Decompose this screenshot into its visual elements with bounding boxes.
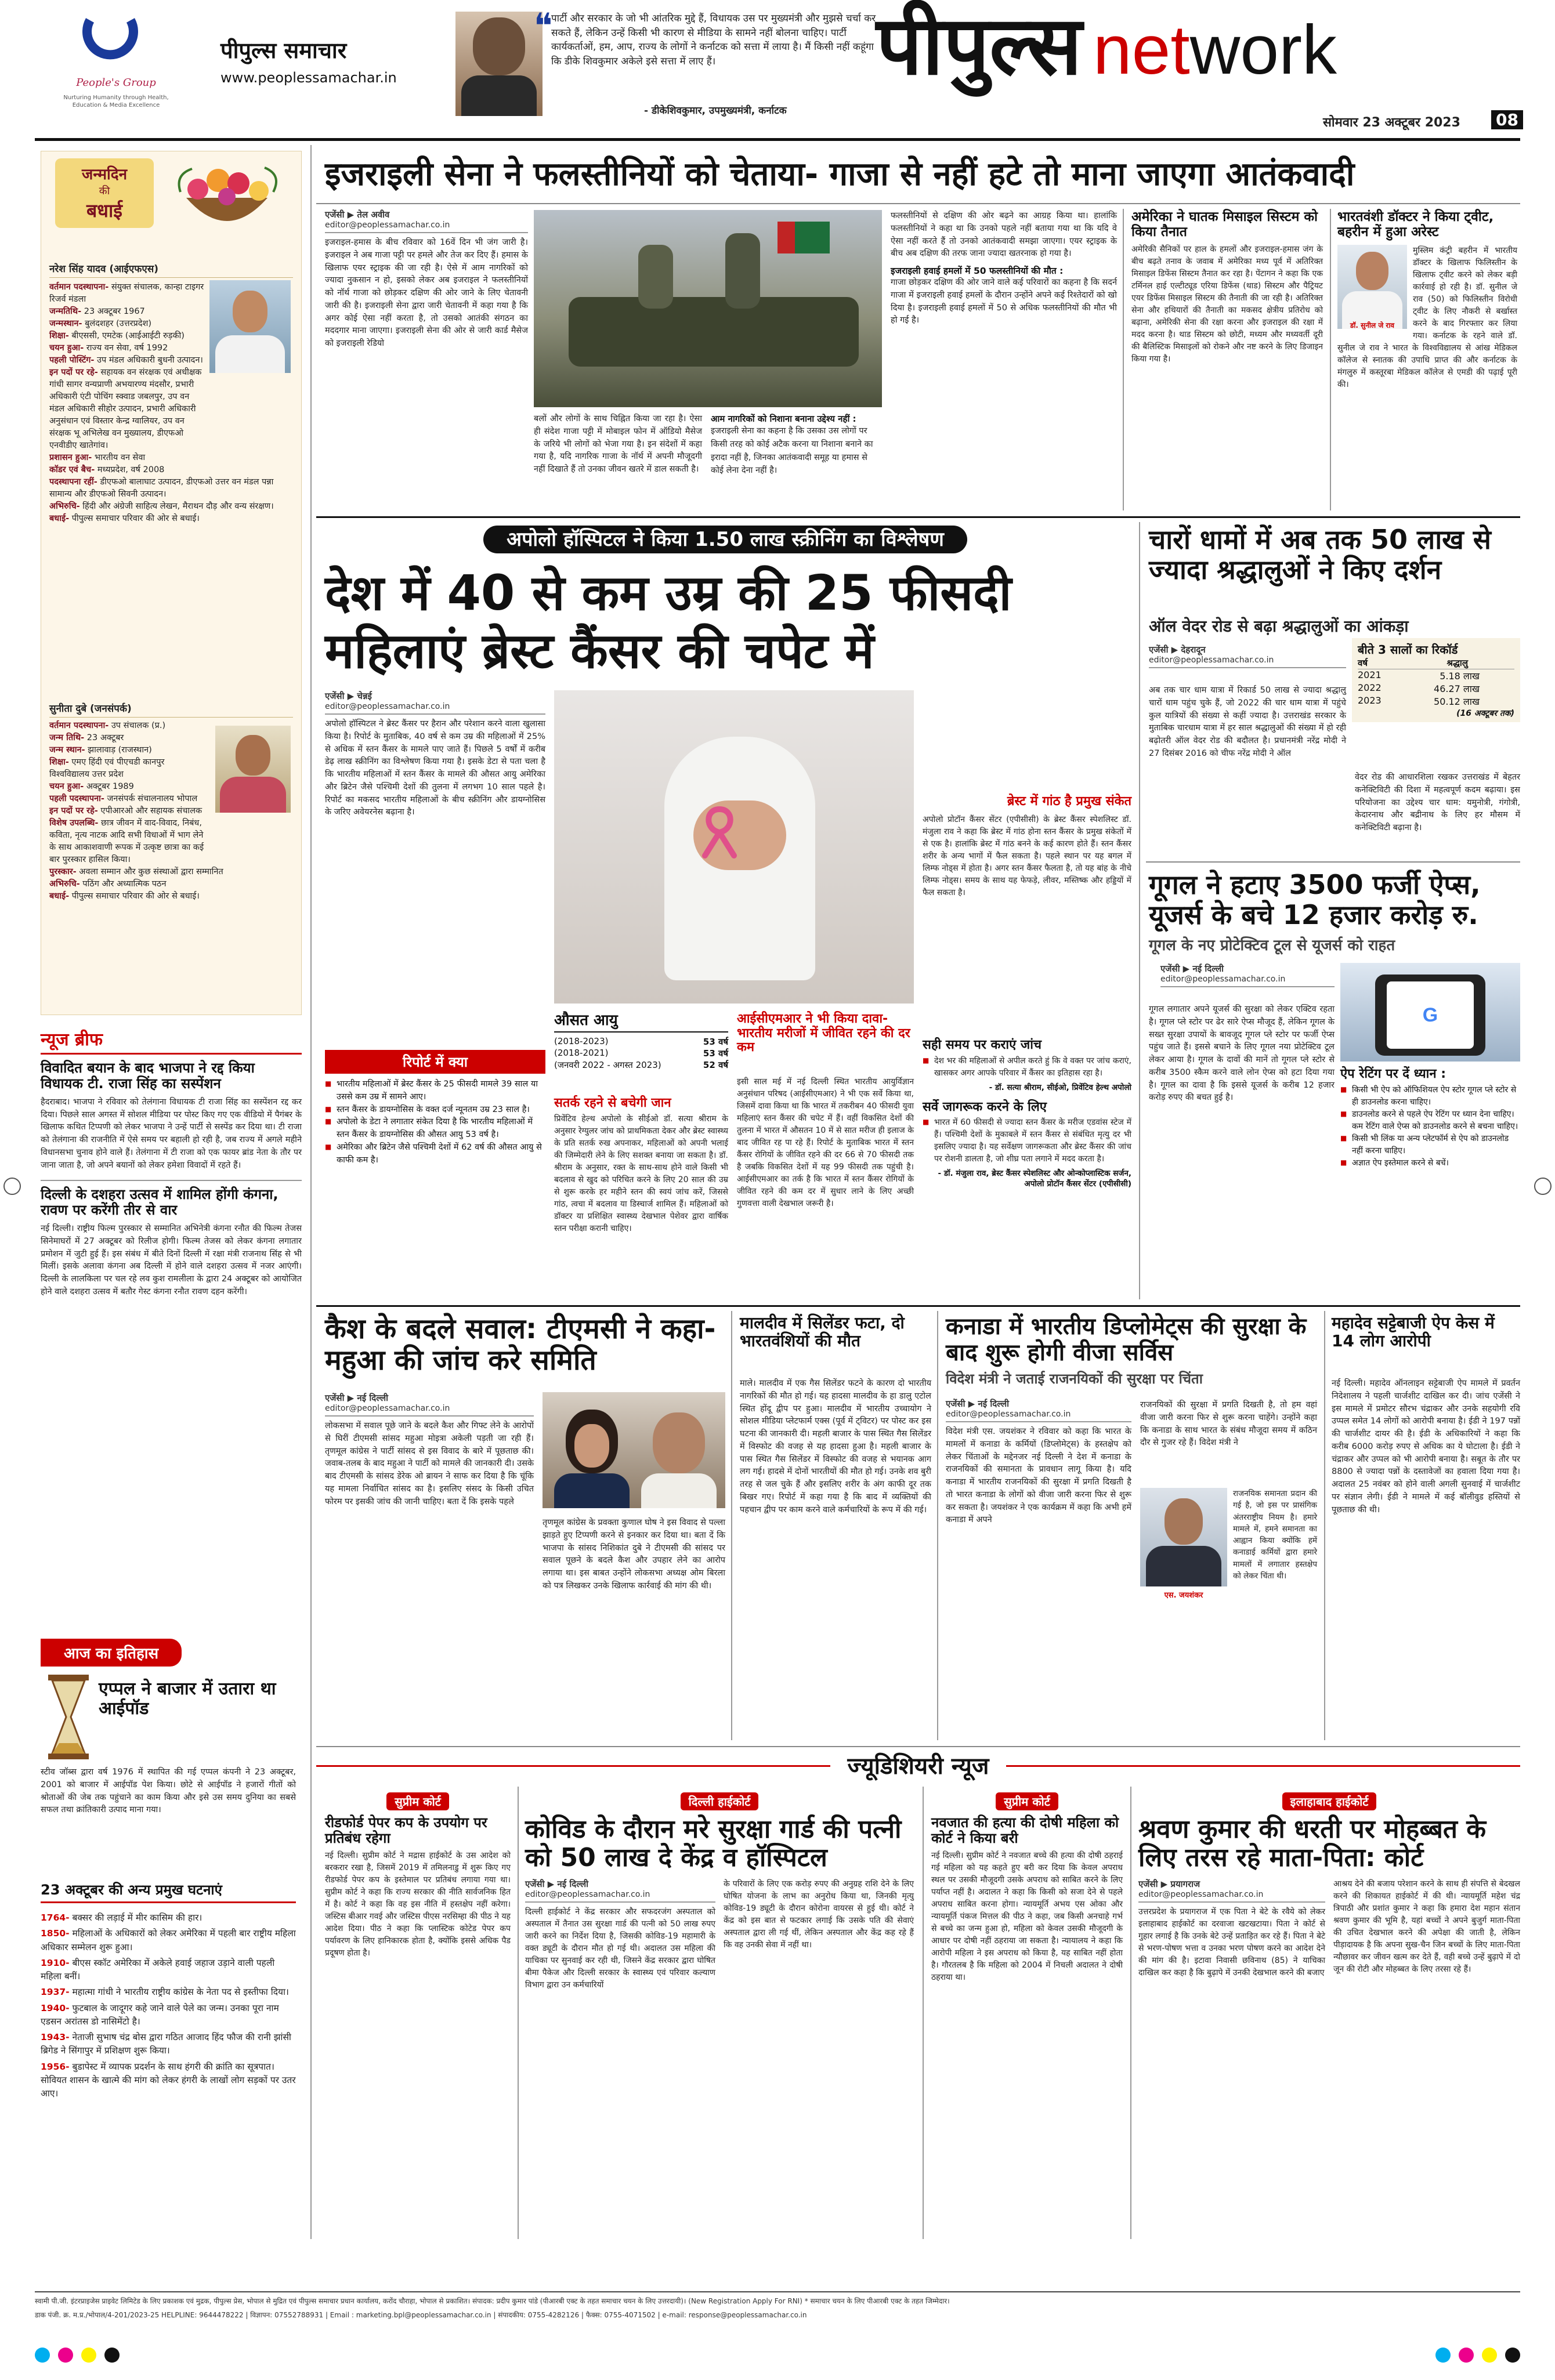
google-byline: एजेंसी ▶ नई दिल्ली: [1160, 963, 1224, 974]
birthday-person-1-name: नरेश सिंह यादव (आईएफएस): [49, 262, 293, 278]
alert-title: सतर्क रहने से बचेगी जान: [554, 1096, 671, 1110]
birthday-detail: अभिरुचि- पठिंग और अध्यात्मिक पठन: [49, 879, 167, 889]
masthead-rule: [35, 138, 1520, 141]
page-number: 08: [1491, 110, 1523, 129]
history-event: 1943- नेताजी सुभाष चंद्र बोस द्वारा गठित आजाद हिंद फौज की रानी झांसी ब्रिगेड ने सिंगापुर में प्रशिक्षण शुरू किया।: [41, 2032, 291, 2056]
registration-mark: [1534, 1178, 1552, 1195]
google-tips-list: [1340, 1084, 1520, 1169]
horseshoe-icon: [75, 12, 145, 75]
sc1-tag: सुप्रीम कोर्ट: [386, 1792, 449, 1810]
cancer-headline-2: महिलाएं ब्रेस्ट कैंसर की चपेट में: [325, 622, 874, 679]
website-link[interactable]: www.peoplessamachar.in: [220, 70, 397, 86]
google-phone-photo: G: [1340, 963, 1520, 1062]
chardham-rows: [1358, 669, 1514, 708]
pink-ribbon-icon: [699, 806, 740, 858]
news-brief-headline-2: दिल्ली के दशहरा उत्सव में शामिल होंगी कंगना, रावण पर करेंगी तीर से वार: [41, 1180, 302, 1218]
birthday-heading: [55, 158, 154, 228]
mahadev-headline: महादेव सट्टेबाजी ऐप केस में 14 लोग आरोपी: [1332, 1313, 1495, 1351]
birthday-box: [41, 151, 302, 1015]
chardham-col-count: श्रद्धालु: [1446, 658, 1468, 668]
sc1-headline: रीडफोर्ड पेपर कप के उपयोग पर प्रतिबंध रहेगा: [325, 1814, 487, 1846]
canada-sub: विदेश मंत्री ने जताई राजनयिकों की सुरक्षा पर चिंता: [946, 1371, 1203, 1387]
birthday-detail: वर्तमान पदस्थापना- उप संचालक (प्र.): [49, 721, 166, 730]
avg-age-value: 52 वर्ष: [703, 1060, 728, 1071]
birthday-detail-label: वर्तमान पदस्थापना-: [49, 721, 109, 730]
birthday-title-2: की: [99, 185, 110, 197]
birthday-detail-label: चयन हुआ-: [49, 782, 84, 792]
chardham-year: 2022: [1358, 682, 1382, 693]
mahua-headline: कैश के बदले सवाल: टीएमसी ने कहा- महुआ की जांच करे समिति: [325, 1313, 716, 1376]
aware-attribution: - डॉ. मंजुला राव, ब्रेस्ट कैंसर स्पेशलिस्ट और ओन्कोप्लास्टिक सर्जन, अपोलो प्रोटॉन कैंसर सेंटर (एपीसीसी): [938, 1169, 1131, 1189]
birthday-person-2-name: सुनीता दुबे (जनसंपर्क): [49, 701, 293, 718]
history-event: 1910- बीएस स्कॉट अमेरिका में अकेले हवाई जहाज उड़ाने वाली पहली महिला बनीं।: [41, 1957, 275, 1981]
canada-byline-block: [946, 1398, 1131, 1527]
doctor-story: [1337, 210, 1517, 391]
birthday-detail: शिक्षा- बीएससी, एमटेक (आईआईटी रुड़की): [49, 331, 185, 341]
birthday-detail-label: जन्मतिथि-: [49, 307, 82, 317]
canada-col-1: विदेश मंत्री एस. जयशंकर ने रविवार को कहा कि भारत के मामलों में कनाडा के कर्मियों (डिप्लोमेट्स) के हस्तक्षेप को लेकर चिंताओं के मद्देनजर नई दिल्ली ने देश में कनाडा के राजनयिकों की समानता के प्रावधान लागू किया है। यदि कनाडा में भारतीय राजनयिकों की सुरक्षा में प्रगति दिखती है तो भारत कनाडा के लोगों को वीजा जारी करना फिर से शुरू कर सकता है। जयशंकर ने एक कार्यक्रम में कहा कि अभी हमें कनाडा में अपने: [946, 1427, 1131, 1525]
doctor-headline: भारतवंशी डॉक्टर ने किया ट्वीट, बहरीन में हुआ अरेस्ट: [1337, 209, 1494, 240]
column-rule: [310, 145, 312, 2239]
birthday-detail-label: जन्म तिथि-: [49, 733, 85, 743]
chardham-count: 46.27 लाख: [1434, 683, 1480, 694]
aware-title: सर्वे जागरूक करने के लिए: [923, 1099, 1047, 1114]
history-event: 1937- महात्मा गांधी ने भारतीय राष्ट्रीय कांग्रेस के नेता पद से इस्तीफा दिया।: [41, 1987, 289, 1998]
test-box: [923, 1038, 1131, 1189]
birthday-detail: पहली पोस्टिंग- उप मंडल अधिकारी बुधनी उत्पादन।: [49, 356, 203, 365]
birthday-detail: पदस्थापना रहीं- डीएफओ बालाघाट उत्पादन, डीएफओ उत्तर वन मंडल पन्ना सामान्य और डीएफओ सिवनी उत्पादन।: [49, 477, 274, 499]
column-rule: [1324, 1311, 1325, 1740]
hc1-col-1: दिल्ली हाईकोर्ट ने केंद्र सरकार और सफदरजंग अस्पताल को अस्पताल में तैनात उस सुरक्षा गार्ड की पत्नी को 50 लाख रुपए जारी करने का निर्देश दिया है, जिसकी कोविड-19 महामारी के वक्त ड्यूटी के दौरान मौत हो गई थी। अदालत उस महिला की याचिका पर सुनवाई कर रही थी, जिसने केंद्र सरकार द्वारा घोषित बीमा पैकेज और दिल्ली सरकार के स्वास्थ्य एवं परिवार कल्याण विभाग द्वारा उन कर्मचारियों: [525, 1907, 715, 1990]
pink-ribbon-photo: [554, 690, 914, 1004]
footer-contacts: डाक पंजी. क्र. म.प्र./भोपाल/4-201/2023-25 HELPLINE: 9644478222 | विज्ञापन: 07552788931 | Email : marketing.bpl@peoplessamachar.co.in | संपादकीय: 0755-4282126 | फैक्स: 0755-4071502 | e-mail: response@peoplessamachar.co.in: [35, 2311, 807, 2319]
hourglass-icon: [45, 1673, 92, 1760]
column-rule: [518, 1787, 519, 2239]
israel-byline-block: [325, 209, 528, 350]
history-event: 1764- बक्सर की लड़ाई में मीर कासिम की हार।: [41, 1912, 202, 1923]
birthday-detail-label: शिक्षा-: [49, 758, 69, 767]
birthday-title-3: बधाई: [86, 200, 122, 222]
birthday-detail-label: अभिरुचि-: [49, 879, 80, 889]
brand-net: net: [1093, 11, 1190, 89]
missile-headline: अमेरिका ने घातक मिसाइल सिस्टम को किया तैनात: [1131, 209, 1318, 240]
report-list: [325, 1078, 545, 1167]
history-event: 1940- फुटबाल के जादूगर कहे जाने वाले पेले का जन्म। उनका पूरा नाम एडसन अरांतस डो नासिमेंटो है।: [41, 2002, 279, 2027]
footer-rule: [35, 2291, 1520, 2292]
group-name: People's Group: [76, 77, 156, 89]
rule: [316, 203, 1520, 204]
hc2-tag: इलाहाबाद हाईकोर्ट: [1282, 1792, 1377, 1810]
birthday-person-2-details: [49, 720, 293, 903]
israel-col-3: [711, 413, 882, 477]
chardham-col-year: वर्ष: [1358, 658, 1368, 668]
lump-title: ब्रेस्ट में गांठ है प्रमुख संकेत: [1007, 794, 1131, 809]
birthday-detail-label: इन पदों पर रहे-: [49, 368, 98, 378]
icmr-box: [737, 1012, 914, 1055]
test-title: सही समय पर कराएं जांच: [923, 1038, 1042, 1052]
column-rule: [923, 1787, 924, 2239]
google-sub: गूगल के नए प्रोटेक्टिव टूल से यूजर्स को राहत: [1149, 937, 1395, 954]
alert-body: प्रिवेंटिव हेल्थ अपोलो के सीईओ डॉ. सत्या श्रीराम के अनुसार रेग्युलर जांच को प्राथमिकता देकर और ब्रेस्ट स्वास्थ्य के प्रति सतर्क रुख अपनाकर, महिलाओं को अपनी भलाई की जिम्मेदारी लेने के लिए सशक्त बनाया जा सकता है। डॉ. श्रीराम के अनुसार, रक्त के साथ-साथ होने वाले किसी भी बदलाव से खुद को परिचित करने के लिए 20 साल की उम्र से शुरू करके हर महीने स्तन की स्वयं जांच करें, जिससे गांठ, त्वचा में बदलाव या डिस्चार्ज शामिल हैं। महिलाओं को डॉक्टर या प्रशिक्षित स्वास्थ्य देखभाल पेशेवर द्वारा वार्षिक स्तन परीक्षा करानी चाहिए।: [554, 1114, 728, 1233]
jaishankar-caption: एस. जयशंकर: [1164, 1591, 1203, 1600]
israel-col-3-body: इजराइली सेना का कहना है कि उसका उस लोगों पर किसी तरह को कोई अटैक करना या निशाना बनाने का इरादा नहीं है, जिनका आतंकवादी समूह या हमास से कोई लेना देना नहीं है।: [711, 426, 873, 476]
rule: [316, 1746, 1520, 1747]
history-headline: एप्पल ने बाजार में उतारा था आईपॉड: [99, 1679, 276, 1719]
chardham-email: editor@peoplessamachar.co.in: [1149, 655, 1346, 668]
cancer-headline-1: देश में 40 से कम उम्र की 25 फीसदी: [325, 564, 1012, 621]
news-brief: [41, 1027, 302, 1299]
judiciary-banner: [316, 1749, 1520, 1784]
israel-email: editor@peoplessamachar.co.in: [325, 220, 528, 233]
report-item: ■ अपोलो के डेटा ने लगातार संकेत दिया है कि भारतीय महिलाओं में स्तन कैंसर के डायग्नोसिस की औसत आयु 53 वर्ष है।: [325, 1116, 545, 1142]
cancer-kicker-text: अपोलो हॉस्पिटल ने किया 1.50 लाख स्क्रीनिंग का विश्लेषण: [483, 526, 967, 553]
news-brief-headline-1: विवादित बयान के बाद भाजपा ने रद्द किया विधायक टी. राजा सिंह का सस्पेंशन: [41, 1060, 255, 1092]
chardham-row: [1358, 669, 1514, 682]
chardham-table: [1352, 638, 1520, 722]
chardham-year: 2023: [1358, 695, 1382, 706]
google-tips: [1340, 1067, 1520, 1169]
birthday-detail: इन पदों पर रहे- एपीआरओ और सहायक संचालक: [49, 806, 202, 816]
avg-age-period: (जनवरी 2022 - अगस्त 2023): [554, 1060, 661, 1071]
maldives-headline: मालदीव में सिलेंडर फटा, दो भारतवंशियों की मौत: [740, 1313, 905, 1351]
brand-hindi: पीपुल्स: [876, 0, 1082, 93]
report-item: ■ भारतीय महिलाओं में ब्रेस्ट कैंसर के 25 फीसदी मामले 39 साल या उससे कम उम्र में सामने आए।: [325, 1078, 545, 1104]
history-body: स्टीव जॉब्स द्वारा वर्ष 1976 में स्थापित की गई एप्पल कंपनी ने 23 अक्टूबर, 2001 को बाजार में आईपॉड पेश किया। छोटे से आईपॉड ने हजारों गीतों को श्रोताओं की जेब तक पहुंचाने का काम किया और इसे उस समय दुनिया का सबसे सफल तथा क्रांतिकारी उत्पाद माना गया।: [41, 1767, 296, 1815]
hc1-byline: एजेंसी ▶ नई दिल्ली: [525, 1878, 589, 1889]
rule: [1146, 861, 1520, 863]
israel-byline: एजेंसी ▶ तेल अवीव: [325, 209, 390, 220]
israel-subhead-2: इजराइली हवाई हमलों में 50 फलस्तीनियों की मौत :: [891, 266, 1064, 276]
hc2-story: [1138, 1792, 1520, 1979]
birthday-detail-label: वर्तमान पदस्थापना-: [49, 282, 109, 292]
column-rule: [1330, 209, 1331, 510]
israel-headline: इजराइली सेना ने फलस्तीनियों को चेताया- गाजा से नहीं हटे तो माना जाएगा आतंकवादी: [325, 155, 1355, 193]
hc2-email: editor@peoplessamachar.co.in: [1138, 1890, 1325, 1903]
hc2-headline: श्रवण कुमार की धरती पर मोहब्बत के लिए तरस रहे माता-पिता: कोर्ट: [1138, 1814, 1487, 1873]
history-box: [41, 1639, 302, 2239]
google-tip: ■ अज्ञात ऐप इस्तेमाल करने से बचें।: [1340, 1157, 1520, 1169]
birthday-detail-label: जन्म स्थान-: [49, 745, 85, 755]
news-brief-body-2: नई दिल्ली। राष्ट्रीय फिल्म पुरस्कार से सम्मानित अभिनेत्री कंगना रनौत की फिल्म तेजस सिनेमाघरों में 27 अक्टूबर को रिलीज होगी। फिल्म तेजस को लेकर कंगना लगातार प्रमोशन में जुटी हुई हैं। इस संबंध में बीते दिनों दिल्ली में रक्षा मंत्री राजनाथ सिंह से भी मिलीं। इसके अलावा कंगना अब दिल्ली में होने वाले दशहरा उत्सव में नजर आएंगी। दिल्ली के लालकिला पर चल रहे लव कुश रामलीला के द्वारा 24 अक्टूबर को आयोजित होने वाले दशहरा उत्सव में बतौर गेस्ट कंगना रनौत रावण दहन करेंगी।: [41, 1224, 302, 1296]
canada-byline: एजेंसी ▶ नई दिल्ली: [946, 1399, 1010, 1409]
column-rule: [937, 1311, 938, 1740]
column-rule: [1139, 522, 1140, 1299]
history-event: 1956- बुडापेस्ट में व्यापक प्रदर्शन के साथ हंगरी की क्रांति का सूत्रपात। सोवियत शासन के खात्मे की मांग को लेकर हंगरी के लाखों लोग सड़कों पर उतर आए।: [41, 2061, 296, 2099]
birthday-detail: जन्म स्थान- झालावाड़ (राजस्थान): [49, 745, 152, 755]
birthday-detail: विशेष उपलब्धि- छात्र जीवन में वाद-विवाद, निबंध, कविता, नृत्य नाटक आदि सभी विधाओं में भाग लेने के साथ आकाशवाणी रूपक में उत्कृष्ट छात्रा का कई बार पुरस्कार हासिल किया।: [49, 818, 204, 865]
israel-col-4-body: फलस्तीनियों से दक्षिण की ओर बढ़ने का आग्रह किया था। हालांकि फलस्तीनियों ने कहा था कि उनको पहले नहीं बताया गया था कि यदि वे ऐसा नहीं करते हैं तो उनको आतंकवादी समझा जाएगा। एयर स्ट्राइक के बीच अब दक्षिण की तरफ जाना ज्यादा खतरनाक हो गया है।: [891, 211, 1117, 259]
chardham-headline: चारों धामों में अब तक 50 लाख से ज्यादा श्रद्धालुओं ने किए दर्शन: [1149, 524, 1491, 585]
flower-basket-icon: [163, 157, 291, 233]
birthday-title-1: जन्मदिन: [81, 166, 128, 183]
cancer-lead: अपोलो हॉस्पिटल ने ब्रेस्ट कैंसर पर हैरान और परेशान करने वाला खुलासा किया है। रिपोर्ट के मुताबिक, 40 वर्ष से कम उम्र की महिलाओं में 25% से अधिक में स्तन कैंसर के मामले पाए जाते हैं। पिछले 5 वर्षों में करीब डेढ़ लाख स्क्रीनिंग का विश्लेषण किया गया है। इसके डेटा से पता चला है कि भारतीय महिलाओं में स्तन कैंसर के मामले की औसत आयु अमेरिका और ब्रिटेन जैसे पश्चिमी देशों की तुलना में लगभग 10 साल पहले है। रिपोर्ट का मकसद भारतीय महिलाओं के बीच स्क्रीनिंग और डायग्नोसिस के जरिए अवेयरनेस बढ़ाना है।: [325, 719, 545, 817]
canada-col-3: राजनयिक समानता प्रदान की गई है, जो इस पर प्रासंगिक अंतरराष्ट्रीय नियम है। हमारे मामले में, हमने समानता का आह्वान किया क्योंकि हमें कनाडाई कर्मियों द्वारा हमारे मामलों में लगातार हस्तक्षेप को लेकर चिंता थी।: [1233, 1489, 1317, 1581]
canada-col-2: राजनयिकों की सुरक्षा में प्रगति दिखती है, तो हम वहां वीजा जारी करना फिर से शुरू करना चाहेंगे। उन्होंने कहा कि कनाडा के साथ भारत के संबंध मौजूदा समय में कठिन दौर से गुजर रहे हैं। विदेश मंत्री ने: [1140, 1400, 1317, 1448]
avg-age-row: [554, 1036, 728, 1048]
birthday-detail: अभिरुचि- हिंदी और अंग्रेजी साहित्य लेखन, मैराथन दौड़ और वन्य संरक्षण।: [49, 502, 274, 512]
jaishankar-photo: [1140, 1488, 1227, 1586]
avg-age-value: 53 वर्ष: [703, 1048, 728, 1059]
birthday-detail-label: पहली पोस्टिंग-: [49, 356, 95, 365]
israel-soldiers-photo: [534, 210, 882, 407]
birthday-detail: जन्म तिथि- 23 अक्टूबर: [49, 733, 124, 743]
history-year: 1940-: [41, 2002, 70, 2013]
chardham-body-2: वेदर रोड की आधारशिला रखकर उत्तराखंड में बेहतर कनेक्टिविटी की दिशा में महत्वपूर्ण कदम बढ़ाया। इस परियोजना का उद्देश्य चार धाम: यमुनोत्री, गंगोत्री, केदारनाथ और बद्रीनाथ के लिए हर मौसम में कनेक्टिविटी बढ़ाना है।: [1355, 773, 1520, 832]
sc1-body: नई दिल्ली। सुप्रीम कोर्ट ने मद्रास हाईकोर्ट के उस आदेश को बरकरार रखा है, जिसमें 2019 में तमिलनाडु में शुरू किए गए रीडफोर्ड पेपर कप के इस्तेमाल पर प्रतिबंध लगाया गया था। सुप्रीम कोर्ट ने कहा कि राज्य सरकार की नीति सार्वजनिक हित में है। कोर्ट ने कहा कि वह इस नीति में हस्तक्षेप नहीं करेगा। जस्टिस बीआर गवई और जस्टिस पीएस नरसिम्हा की पीठ ने यह आदेश दिया। पीठ ने कहा कि प्लास्टिक कोटेड पेपर कप पर्यावरण के लिए हानिकारक होता है, क्योंकि इससे अधिक पैड प्रदूषण होता है।: [325, 1850, 511, 1958]
hc2-col-1: उत्तरप्रदेश के प्रयागराज में एक पिता ने बेटे के रवैये को लेकर इलाहाबाद हाईकोर्ट का दरवाजा खटखटाया। पिता ने कोर्ट से गुहार लगाई है कि उनके बेटे उन्हें प्रताड़ित कर रहे हैं। पिता ने बेटे से भरण-पोषण भत्ता व उनका भरण पोषण करने का आदेश देने की मांग की है। इटावा निवासी छविनाथ (85) ने याचिका दाखिल कर कहा है कि बुढ़ापे में उनकी देखभाल करने की बजाए: [1138, 1907, 1325, 1977]
google-tip: ■ किसी भी ऐप को ऑफिशियल ऐप स्टोर गूगल प्ले स्टोर से ही डाउनलोड करना चाहिए।: [1340, 1084, 1520, 1109]
birthday-detail-label: पुरस्कार-: [49, 867, 77, 877]
hc2-byline: एजेंसी ▶ प्रयागराज: [1138, 1878, 1200, 1889]
sc2-headline: नवजात की हत्या की दोषी महिला को कोर्ट ने किया बरी: [931, 1814, 1119, 1846]
chardham-row: [1358, 682, 1514, 695]
birthday-detail-label: चयन हुआ-: [49, 343, 84, 353]
sc2-tag: सुप्रीम कोर्ट: [996, 1792, 1058, 1810]
avg-age-period: (2018-2023): [554, 1036, 609, 1047]
history-year: 1943-: [41, 2032, 70, 2042]
missile-story: [1131, 210, 1323, 365]
judiciary-banner-text: ज्यूडिशियरी न्यूज: [830, 1753, 1007, 1780]
canada-email: editor@peoplessamachar.co.in: [946, 1410, 1131, 1422]
group-tagline: Nurturing Humanity through Health, Education & Media Excellence: [63, 95, 169, 108]
quote-text: पार्टी और सरकार के जो भी आंतरिक मुद्दे हैं, विधायक उस पर मुख्यमंत्री और मुझसे चर्चा कर सकते हैं, लेकिन उन्हें किसी भी कारण से मीडिया के सामने नहीं बोलना चाहिए। पार्टी कार्यकर्ताओं, हम, आप, राज्य के लोगों ने कर्नाटक को सत्ता में लाया है। मैं किसी नहीं कहूंगा कि डीके शिवकुमार अकेले इसे सत्ता में लाए हैं।: [551, 13, 876, 67]
news-brief-title: न्यूज ब्रीफ: [41, 1027, 302, 1055]
chardham-row: [1358, 695, 1514, 708]
issue-date: सोमवार 23 अक्टूबर 2023: [1323, 115, 1460, 130]
hc1-story: [525, 1792, 914, 1991]
cancer-kicker: [325, 525, 1126, 552]
test-attribution: - डॉ. सत्या श्रीराम, सीईओ, प्रिवेंटिव हेल्थ अपोलो: [989, 1082, 1131, 1092]
birthday-detail: पुरस्कार- अवला सम्मान और कुछ संस्थाओं द्वारा सम्मानित: [49, 867, 223, 877]
lump-body: अपोलो प्रोटॉन कैंसर सेंटर (एपीसीसी) के ब्रेस्ट कैंसर स्पेशलिस्ट डॉ. मंजुला राव ने कहा कि ब्रेस्ट में गांठ होना स्तन कैंसर के प्रमुख संकेतों में से एक है। हालांकि ब्रेस्ट में गांठ बनने के कई कारण होते हैं। स्तन कैंसर शरीर के अन्य भागों में फैल सकता है। पहले स्थान पर यह बगल में लिम्फ नोड्स में होता है। अगर स्तन कैंसर फैलता है, तो यह बांह के नीचे लिम्फ नोड्स। समय के साथ यह फेफड़े, लीवर, मस्तिष्क और हड्डियों में फैल सकता है।: [923, 814, 1131, 897]
birthday-detail-label: इन पदों पर रहे-: [49, 806, 98, 816]
sc2-story: [931, 1792, 1123, 1984]
brand-title: [876, 0, 1520, 104]
hc1-tag: दिल्ली हाईकोर्ट: [681, 1792, 759, 1810]
avg-age-row: [554, 1059, 728, 1071]
history-list-title: 23 अक्टूबर की अन्य प्रमुख घटनाएं: [41, 1882, 296, 1903]
israel-col-5-body: गाजा छोड़कर दक्षिण की ओर जाने वाले कई परिवारों का कहना है कि सदर्न गाजा में इजराइली हवाई हमलों के दौरान उन्होंने अपने कई रिश्तेदारों को खो दिया है। इजराइली हवाई हमलों में 50 से अधिक फलस्तीनियों की मौत भी हो गई है।: [891, 278, 1117, 325]
avg-age-period: (2018-2021): [554, 1048, 609, 1059]
chardham-year: 2021: [1358, 669, 1382, 680]
quote-mark-icon: ❝: [534, 6, 553, 46]
google-headline: गूगल ने हटाए 3500 फर्जी ऐप्स, यूजर्स के बचे 12 हजार करोड़ रु.: [1149, 869, 1481, 930]
birthday-detail-label: बधाई-: [49, 514, 70, 524]
history-year: 1764-: [41, 1912, 70, 1923]
brand-work: work: [1189, 11, 1337, 89]
sc1-story: [325, 1792, 511, 1959]
report-title: रिपोर्ट में क्या: [325, 1050, 545, 1074]
news-brief-body-1: हैदराबाद। भाजपा ने रविवार को तेलंगाना विधायक टी राजा सिंह का सस्पेंशन रद्द कर दिया। पिछले साल अगस्त में सोशल मीडिया पर पोस्ट किए गए एक वीडियो में पैगंबर के खिलाफ कथित टिप्पणी को लेकर भाजपा ने उन्हें पार्टी से सस्पेंड कर दिया था। टी राजा को तेलंगाना की राजनीति में ऐसे समय पर बहाली हो रही है, जब राज्य में अगले महीने विधानसभा चुनाव होने वाले हैं। तेलंगाना में टी राजा को एक फायर ब्रांड नेता के तौर पर जाना जाता है, जो अपने बयानों को लेकर हमेशा विवादों में रहते हैं।: [41, 1097, 302, 1170]
history-year: 1937-: [41, 1987, 70, 1998]
birthday-detail: शिक्षा- एमए हिंदी एवं पीएचडी कानपुर विश्वविद्यालय उत्तर प्रदेश: [49, 758, 165, 780]
birthday-detail: बधाई- पीपुल्स समाचार परिवार की ओर से बधाई।: [49, 514, 200, 524]
hc1-col-2: के परिवारों के लिए एक करोड़ रुपए की अनुग्रह राशि देने के लिए घोषित योजना के लाभ का अनुरोध किया था, जिनकी मृत्यु कोविड-19 ड्यूटी के दौरान कोरोना वायरस से हुई थी। कोर्ट ने केंद्र को इस बात से फटकार लगाई कि उसके पति की सेवाएं अस्पताल द्वारा ली गई थीं, लेकिन अस्पताल और केंद्र कह रहे हैं कि वह उनकी सेवा में नहीं था।: [724, 1879, 914, 1950]
doctor-photo: [1337, 245, 1407, 329]
birthday-detail: बधाई- पीपुल्स समाचार परिवार की ओर से बधाई।: [49, 892, 200, 901]
history-title: आज का इतिहास: [41, 1639, 182, 1667]
chardham-count: 50.12 लाख: [1434, 696, 1480, 707]
footer-imprint: स्वामी पी.जी. इंटरप्राइजेस प्राइवेट लिमिटेड के लिए प्रकाशक एवं मुद्रक, पीपुल्स प्रेस, भोपाल से मुद्रित एवं पीपुल्स समाचार प्रधान कार्यालय, करोंद चौराहा, भोपाल से प्रकाशित। संपादक: प्रदीप कुमार पांडे (पीआरबी एक्ट के तहत समाचार चयन के लिए उत्तरदायी)। (New Registration Apply For RNI) * समाचार चयन के लिए पीआरबी एक्ट के तहत जिम्मेदार।: [35, 2297, 950, 2305]
chardham-table-title: बीते 3 सालों का रिकॉर्ड: [1358, 643, 1458, 657]
column-rule: [731, 1311, 732, 1740]
birthday-detail: जन्मतिथि- 23 अक्टूबर 1967: [49, 307, 145, 317]
birthday-detail-label: बधाई-: [49, 892, 70, 901]
chardham-count: 5.18 लाख: [1440, 671, 1480, 682]
rule: [316, 1305, 1520, 1307]
birthday-detail: इन पदों पर रहे- सहायक वन संरक्षक एवं अधीक्षक गांधी सागर वन्यप्राणी अभयारण्य मंदसौर, प्रभारी अधिकारी एंटी पोचिंग स्क्वाड जबलपुर, उप वन मंडल अधिकारी सीहोर उत्पादन, प्रभारी अधिकारी अनुसंधान एवं विस्तार केन्द्र ग्वालियर, उप वन संरक्षक भू अभिलेख वन मुख्यालय, डीएफओ एनवीडीए खातेगांव।: [49, 368, 202, 451]
icmr-body: इसी साल मई में नई दिल्ली स्थित भारतीय आयुर्विज्ञान अनुसंधान परिषद (आईसीएमआर) ने भी एक सर्वे किया था, जिसमें दावा किया था कि भारत में तकरीबन 40 फीसदी युवा महिलाएं स्तन कैंसर की चपेट में हैं। वहीं विकसित देशों की तुलना में भारत में औसतन 10 में से सात मरीज ही इलाज के बाद जीवित रह पा रहे हैं। रिपोर्ट के मुताबिक भारत में स्तन कैंसर रोगियों के जीवित रहने की दर 66 से 70 फीसदी तक है जबकि विकसित देशों में यह 99 फीसदी तक पहुंची है। आईसीएमआर का तर्क है कि भारत में स्तन कैंसर रोगियों के जीवित रहने की कम दर में सुधार लाने के लिए अच्छी गुणवत्ता वाली देखभाल जरूरी है।: [737, 1077, 914, 1208]
birthday-detail-label: प्रशासन हुआ-: [49, 453, 92, 463]
aware-body: ■ भारत में 60 फीसदी से ज्यादा स्तन कैंसर के मरीज एडवांस स्टेज में हैं। पश्चिमी देशों के मुकाबले में स्तन कैंसर से संबंधित मृत्यु दर भी इसलिए ज्यादा है। यह सर्वेक्षण जागरूकता और ब्रेस्ट कैंसर की जांच पर रोशनी डालता है, जो शीघ्र पता लगाने में मदद करता है।: [923, 1117, 1131, 1165]
birthday-detail: प्रशासन हुआ- भारतीय वन सेवा: [49, 453, 146, 463]
cancer-byline: एजेंसी ▶ चेन्नई: [325, 691, 372, 701]
lump-box: [923, 795, 1131, 899]
birthday-detail-label: पदस्थापना रहीं-: [49, 477, 97, 487]
avg-age-value: 53 वर्ष: [703, 1037, 728, 1048]
masthead: [35, 0, 1520, 145]
birthday-detail-label: विशेष उपलब्धि-: [49, 818, 99, 828]
google-tip: ■ डाउनलोड करने से पहले ऐप रेटिंग पर ध्यान देना चाहिए। कम रेटिंग वाले ऐप्स को डाउनलोड करने से बचना चाहिए।: [1340, 1109, 1520, 1133]
israel-col-4: [891, 210, 1117, 327]
color-registration-strip: [35, 2343, 1520, 2367]
google-body: गूगल लगातार अपने यूजर्स की सुरक्षा को लेकर एक्टिव रहता है। गूगल प्ले स्टोर पर ढेर सारे ऐप्स मौजूद हैं, लेकिन गूगल के सख्त सुरक्षा उपायों के बावजूद गूगल प्ले स्टोर पर फर्जी ऐप्स पहुंच जाते हैं। इससे बचाने के लिए गूगल नया प्रोटेक्टिव टूल लेकर आया है। गूगल के दावों की मानें तो गूगल प्ले स्टोर से करीब 3500 स्कैम करने वाले लोन ऐप्स को हटा दिया गया है। गूगल का दावा है कि इससे यूजर्स के करीब 12 हजार करोड़ रुपए की बचत हुई है।: [1149, 1005, 1335, 1103]
avg-age-box: [554, 1012, 728, 1071]
mahua-byline-block: [325, 1392, 534, 1508]
sc2-body: नई दिल्ली। सुप्रीम कोर्ट ने नवजात बच्चे की हत्या की दोषी ठहराई गई महिला को यह कहते हुए बरी कर दिया कि केवल अपराध स्थल पर उसकी मौजूदगी उसके अपराध को साबित करने के लिए पर्याप्त नहीं है। अदालत ने कहा कि किसी को सजा देने से पहले अपराध साबित करना होगा। न्यायमूर्ति अभय एस ओका और न्यायमूर्ति पंकज मित्तल की पीठ ने कहा, जब किसी अनचाहे गर्भ से बच्चे का जन्म हुआ हो, महिला को केवल उसकी मौजूदगी के आधार पर दोषी नहीं ठहराया जा सकता है। न्यायालय ने कहा कि आरोपी महिला ने इस अपराध को किया है, यह साबित नहीं होता है। गौरतलब है कि महिला को 2004 में निचली अदालत ने दोषी ठहराया था।: [931, 1850, 1123, 1982]
birthday-detail-label: पहली पदस्थापना-: [49, 794, 104, 804]
hc1-headline: कोविड के दौरान मरे सुरक्षा गार्ड की पत्नी को 50 लाख दे केंद्र व हॉस्पिटल: [525, 1814, 902, 1873]
history-events: [41, 1911, 296, 2103]
birthday-detail: चयन हुआ- राज्य वन सेवा, वर्ष 1992: [49, 343, 168, 353]
mahadev-body: नई दिल्ली। महादेव ऑनलाइन सट्टेबाजी ऐप मामले में प्रवर्तन निदेशालय ने पहली चार्जशीट दाखिल कर दी। जांच एजेंसी ने इस मामले में प्रमोटर सौरभ चंद्राकर और उनके सहयोगी रवि उप्पल समेत 14 लोगों को आरोपी बनाया है। ईडी ने 197 पन्नों की चार्जशीट दायर की है। ईडी के अधिकारियों ने कहा कि करीब 6000 करोड़ रुपए से अधिक का ये घोटाला है। ईडी ने चंद्राकर और उप्पल को भी आरोपी बनाया है। सबूत के तौर पर 8800 से ज्यादा पन्नों के दस्तावेजों का हवाला दिया गया है। अदालत 25 नवंबर को होने वाली अगली सुनवाई में चार्जशीट पर संज्ञान लेगी। ईडी ने मामले में कई बॉलीवुड हस्तियों से पूछताछ की थी।: [1332, 1379, 1520, 1515]
birthday-detail: जन्मस्थान- बुलंदशहर (उत्तरप्रदेश): [49, 319, 152, 329]
israel-col-1: इजराइल-हमास के बीच रविवार को 16वें दिन भी जंग जारी है। इजराइल ने अब गाजा पट्टी पर हमले और तेज कर दिए हैं। हमास के खिलाफ एयर स्ट्राइक की जा रही है। ऐसे में आम नागरिकों को ज्यादा नुकसान न हो, इसको लेकर अब इजराइल ने फलस्तीनियों को नॉर्थ गाजा को छोड़कर दक्षिण की ओर जाने के लिए चेतावनी जारी की है। इजराइली सेना द्वारा जारी चेतावनी में कहा गया है कि अगर कोई ऐसा नहीं करता है, तो उसको आतंकी संगठन का मददगार माना जाएगा। इजराइली सेना की ओर से जारी कार्ड मैसेज को इजराइली रेडियो: [325, 238, 528, 348]
chardham-body-1: अब तक चार धाम यात्रा में रिकार्ड 50 लाख से ज्यादा श्रद्धालु चारों धाम पहुंच चुके हैं, जो 2022 की चार धाम यात्रा में पहुंचे कुल यात्रियों की संख्या से कहीं ज्यादा है। उत्तराखंड सरकार के मुताबिक चारधाम यात्रा में हर साल श्रद्धालुओं की संख्या में हो रही बढ़ोतरी ऑल वेदर रोड की बदौलत है। प्रधानमंत्री नरेंद्र मोदी ने 27 दिसंबर 2016 को चीफ नरेंद्र मोदी ने ऑल: [1149, 686, 1346, 758]
maldives-body: माले। मालदीव में एक गैस सिलेंडर फटने के कारण दो भारतीय नागरिकों की मौत हो गई। यह हादसा मालदीव के हा डालु एटोल स्थित होंदू द्वीप पर हुआ। मालदीव में भारतीय उच्चायोग ने सोशल मीडिया प्लेटफार्म एक्स (पूर्व में ट्विटर) पर पोस्ट कर इस घटना की जानकारी दी। महली बाजार के पास स्थित गैस सिलेंडर में विस्फोट की वजह से यह हादसा हुआ है। महली बाजार के पास स्थित गैस सिलेंडर में विस्फोट की वजह से भयानक आग लग गई। हादसे में दोनों भारतीयों की मौत हो गई। उनके शव बुरी तरह से जल चुके हैं और इसलिए शरीर के अंग काफी दूर तक बिखर गए। रिपोर्ट में कहा गया है कि बाद में व्यक्तियों की पहचान द्वीप पर काम करने वाले कर्मचारियों के रूप में की गई।: [740, 1379, 931, 1515]
mahua-email: editor@peoplessamachar.co.in: [325, 1404, 534, 1417]
birthday-person-1-details: [49, 281, 293, 525]
column-rule: [1130, 1787, 1131, 2239]
cancer-lead-block: [325, 690, 545, 819]
column-rule: [1123, 209, 1124, 510]
chardham-table-note: (16 अक्टूबर तक): [1456, 709, 1514, 718]
birthday-detail: चयन हुआ- अक्टूबर 1989: [49, 782, 134, 792]
avg-age-row: [554, 1048, 728, 1059]
mahua-photo: [543, 1392, 725, 1508]
israel-col-2: बलों और लोगों के साथ चिह्नित किया जा रहा है। ऐसा ही संदेश गाजा पट्टी में मोबाइल फोन में ऑडियो मैसेज के जरिये भी लोगों को भेजा गया है। इन संदेशों में कहा गया है, यदि नागरिक गाजा के नॉर्थ में अपनी मौजूदगी नहीं दिखाते हैं तो उनका जीवन खतरे में डाल सकती है।: [534, 414, 702, 474]
mahua-col-1: लोकसभा में सवाल पूछे जाने के बदले कैश और गिफ्ट लेने के आरोपों से घिरीं टीएमसी सांसद महुआ मोइत्रा अकेली पड़ती जा रही हैं। तृणमूल कांग्रेस ने पार्टी सांसद से इस विवाद के बारे में पूछताछ की। जवाब-तलब के बाद महुआ ने पार्टी को मामले की जानकारी दी। उसके बाद टीएमसी के सांसद डेरेक ओ ब्रायन ने साफ कर दिया है कि चूंकि यह मामला निर्वाचित सांसद का है। इसलिए संसद के किसी उचित फोरम पर इसकी जांच की जानी चाहिए। बता दें कि इसके पहले: [325, 1421, 534, 1506]
doctor-body: मुस्लिम कंट्री बहरीन में भारतीय डॉक्टर के खिलाफ फिलिस्तीन के खिलाफ ट्वीट करने को लेकर बड़ी कार्रवाई हो रही है। डॉ. सुनील जे राव (50) को फिलिस्तीन विरोधी ट्वीट के लिए नौकरी से बर्खास्त करने के बाद गिरफ्तार कर लिया गया। कर्नाटक के रहने वाले डॉ. सुनील जे राव ने भारत के विश्वविद्यालय से आंख मेडिकल कॉलेज से स्नातक की उपाधि प्राप्त की और कर्नाटक के मंगलुरु में कस्तूरबा मेडिकल कॉलेज से एमडी की पढ़ाई पूरी की।: [1337, 245, 1517, 389]
google-email: editor@peoplessamachar.co.in: [1160, 975, 1335, 987]
rule: [316, 516, 1520, 518]
alert-box: [554, 1096, 728, 1235]
birthday-detail-label: अभिरुचि-: [49, 502, 80, 512]
chardham-byline: एजेंसी ▶ देहरादून: [1149, 644, 1206, 655]
quote-portrait: [455, 12, 543, 116]
mahua-byline: एजेंसी ▶ नई दिल्ली: [325, 1393, 389, 1403]
mahua-col-2: तृणमूल कांग्रेस के प्रवक्ता कुणाल घोष ने इस विवाद से पल्ला झाड़ते हुए टिप्पणी करने से इनकार कर दिया था। बता दें कि भाजपा के सांसद निशिकांत दुबे ने टीएमसी की सांसद पर सवाल पूछने के बदले कैश और उपहार लेने का आरोप लगाया था। इस बाबत उन्होंने लोकसभा अध्यक्ष ओम बिरला को पत्र लिखकर उनके खिलाफ कार्रवाई की मांग की थी।: [543, 1518, 725, 1591]
israel-subhead-1: आम नागरिकों को निशाना बनाना उद्देश्य नहीं :: [711, 414, 856, 424]
google-tips-title: ऐप रेटिंग पर दें ध्यान :: [1340, 1067, 1446, 1081]
birthday-detail: वर्तमान पदस्थापना- संयुक्त संचालक, कान्हा टाइगर रिजर्व मंडला: [49, 282, 204, 305]
avg-age-title: औसत आयु: [554, 1012, 728, 1033]
chardham-byline-block: [1149, 644, 1346, 672]
hc1-email: editor@peoplessamachar.co.in: [525, 1890, 715, 1903]
chardham-sub: ऑल वेदर रोड से बढ़ा श्रद्धालुओं का आंकड़ा: [1149, 617, 1409, 636]
history-event: 1850- महिलाओं के अधिकारों को लेकर अमेरिका में पहली बार राष्ट्रीय महिला अधिकार सम्मेलन शुरू हुआ।: [41, 1928, 296, 1952]
report-item: ■ स्तन कैंसर के डायग्नोसिस के वक्त दर्ज न्यूनतम उम्र 23 साल है।: [325, 1104, 545, 1117]
birthday-detail-label: जन्मस्थान-: [49, 319, 82, 329]
doctor-photo-caption: डॉ. सुनील जे राव: [1350, 321, 1395, 329]
registration-mark: [3, 1178, 21, 1195]
birthday-detail-label: शिक्षा-: [49, 331, 69, 341]
birthday-detail: कॉडर एवं बैच- मध्यप्रदेश, वर्ष 2008: [49, 465, 165, 475]
hc2-col-2: आश्रय देने की बजाय परेशान करने के साथ ही संपत्ति से बेदखल करने की शिकायत हाईकोर्ट में की थी। न्यायमूर्ति महेश चंद्र त्रिपाठी और प्रशांत कुमार ने कहा कि हमारा देश महान संतान श्रवण कुमार की भूमि है, यहां बच्चों ने अपने बुजुर्ग माता-पिता की उचित देखभाल करने की अपेक्षा की जाती है, लेकिन पीड़ादायक है कि अपना सुख-चैन जिन बच्चों के लिए माता-पिता न्यौछावर कर जीवन खत्म कर देते हैं, वही बच्चे उन्हें बुढ़ापे में दो जून की रोटी और मोहब्बत के लिए तरसा रहे हैं।: [1333, 1879, 1520, 1974]
cancer-email: editor@peoplessamachar.co.in: [325, 702, 545, 715]
birthday-detail-label: कॉडर एवं बैच-: [49, 465, 95, 475]
test-body: ■ देश भर की महिलाओं से अपील करते हुं कि वे वक्त पर जांच कराएं, खासकर अगर आपके परिवार में कैंसर का इतिहास रहा है।: [923, 1055, 1131, 1079]
canada-headline: कनाडा में भारतीय डिप्लोमेट्स की सुरक्षा के बाद शुरू होगी वीजा सर्विस: [946, 1313, 1307, 1366]
missile-body: अमेरिकी सैनिकों पर हाल के हमलों और इजराइल-हमास जंग के बीच बढ़ते तनाव के जवाब में अमेरिका मध्य पूर्व में अतिरिक्त मिसाइल डिफेंस सिस्टम तैनात कर रहा है। पेंटागन ने कहा कि एक टर्मिनल हाई एल्टीट्यूड एरिया डिफेंस (थाड) सिस्टम और पैट्रियट एयर डिफेंस मिसाइल सिस्टम की तैनाती की जा रही है। अतिरिक्त सेना और हथियारों की तैनाती का मकसद क्षेत्रीय प्रतिरोध को बढ़ाना, अमेरिकी सेना की रक्षा करना और इजराइल की रक्षा में मदद करना है। थाड सिस्टम को छोटी, मध्यम और मध्यवर्ती दूरी की बैलिस्टिक मिसाइलों को रोकने और नष्ट करने के लिए डिजाइन किया गया है।: [1131, 244, 1323, 364]
google-byline-block: [1160, 963, 1335, 991]
small-brand: पीपुल्स समाचार: [220, 38, 347, 63]
avg-age-table: [554, 1036, 728, 1071]
history-year: 1910-: [41, 1957, 70, 1968]
report-item: ■ अमेरिका और ब्रिटेन जैसे पश्चिमी देशों में 62 वर्ष की औसत आयु से काफी कम है।: [325, 1142, 545, 1167]
peoples-group-logo: [75, 12, 145, 75]
icmr-title: आईसीएमआर ने भी किया दावा- भारतीय मरीजों में जीवित रहने की दर कम: [737, 1012, 910, 1055]
history-year: 1850-: [41, 1928, 70, 1939]
history-year: 1956-: [41, 2061, 70, 2072]
report-box: [325, 1050, 545, 1167]
birthday-detail: पहली पदस्थापना- जनसंपर्क संचालनालय भोपाल: [49, 794, 198, 804]
quote-attribution: - डीकेशिवकुमार, उपमुख्यमंत्री, कर्नाटक: [644, 105, 787, 117]
google-tip: ■ किसी भी लिंक या अन्य प्लेटफॉर्म से ऐप को डाउनलोड नहीं करना चाहिए।: [1340, 1133, 1520, 1157]
